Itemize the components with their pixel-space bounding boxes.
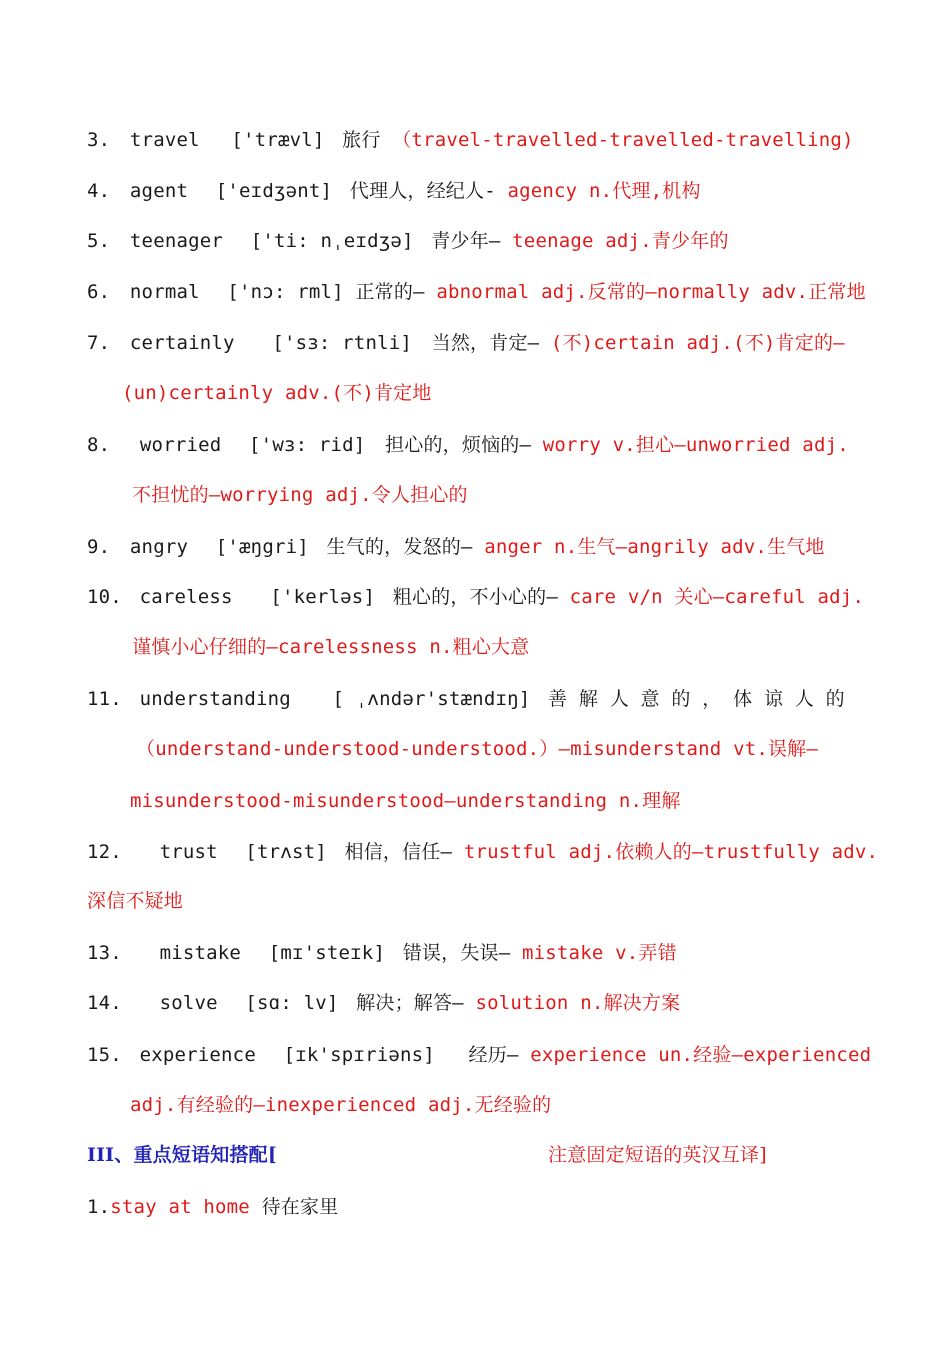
phonetic: ['wɜ: rid] [249,434,366,456]
vocab-item-3 [87,128,854,152]
item-number: 12. [87,841,122,863]
item-number: 15. [87,1044,122,1066]
phonetic: ['nɔ: rml] [227,281,344,303]
phonetic: [ ˌʌndər'stændɪŋ] [332,688,531,710]
phonetic: ['trævl] [231,129,325,151]
derivatives: mistake v.弄错 [522,942,677,964]
word: normal [129,281,200,303]
phrase-number: 1. [87,1196,111,1218]
meaning: 善 解 人 意 的 ， 体 谅 人 的 [548,688,845,710]
item-number: 5. [87,230,111,252]
word: careless [139,586,233,608]
phonetic: ['æŋgri] [215,536,309,558]
word: angry [129,536,189,558]
meaning: 当然，肯定— [431,332,540,354]
derivatives: anger n.生气—angrily adv.生气地 [484,536,825,558]
vocab-item-10-continued: 谨慎小心仔细的—carelessness n.粗心大意 [132,636,530,658]
phonetic: [mɪ'steɪk] [268,942,386,964]
vocab-item-4 [87,179,701,203]
word: mistake [159,942,242,964]
word: understanding [139,688,291,710]
derivatives: (不)certain adj.(不)肯定的— [550,332,845,354]
meaning: 粗心的，不小心的— [392,586,558,608]
derivatives: teenage adj.青少年的 [512,230,729,252]
vocab-item-10 [87,585,864,609]
meaning: 生气的，发怒的— [326,536,473,558]
derivatives: trustful adj.依赖人的—trustfully adv. [463,841,879,863]
word: certainly [129,332,235,354]
vocab-item-11-continued: （understand-understood-understood.）—misunderstand vt.误解— [136,738,819,760]
item-number: 7. [87,332,111,354]
meaning: 错误，失误— [402,942,511,964]
word: travel [129,129,200,151]
derivatives: care v/n 关心—careful adj. [569,586,865,608]
phonetic: ['kerləs] [270,586,376,608]
phrase: stay at home [110,1196,250,1218]
meaning: 解决；解答— [356,992,464,1014]
meaning: 担心的，烦恼的— [385,434,532,456]
item-number: 9. [87,536,111,558]
phonetic: [sɑ: lv] [245,992,339,1014]
vocab-item-7 [87,331,845,355]
meaning: 经历— [468,1044,519,1066]
meaning: 相信，信任— [344,841,453,863]
word: trust [159,841,218,863]
phonetic: [ɪk'spɪriəns] [283,1044,435,1066]
vocab-item-13 [87,941,677,965]
meaning: 代理人，经纪人- [349,180,496,202]
item-number: 13. [87,942,122,964]
word: worried [139,434,222,456]
phrase-item-1 [87,1195,338,1219]
section-heading: III、重点短语知搭配[ [87,1144,278,1166]
meaning: 旅行 [342,129,381,151]
item-number: 14. [87,992,122,1014]
item-number: 4. [87,180,111,202]
derivatives: experience un.经验—experienced [530,1044,872,1066]
phonetic: ['ti: nˌeɪdʒə] [250,230,414,252]
vocab-item-12-continued: 深信不疑地 [87,890,184,912]
derivatives: abnormal adj.反常的—normally adv.正常地 [436,281,866,303]
vocab-item-8-continued: 不担忧的—worrying adj.令人担心的 [132,484,468,506]
meaning: 青少年— [431,230,501,252]
derivatives: （travel-travelled-travelled-travelling) [392,129,854,151]
vocab-item-11-continued-2: misunderstood-misunderstood—understanding n.理解 [130,790,681,812]
derivatives: agency n.代理,机构 [507,180,701,202]
item-number: 3. [87,129,111,151]
word: experience [139,1044,256,1066]
phonetic: ['eɪdʒənt] [215,180,333,202]
item-number: 10. [87,586,122,608]
item-number: 8. [87,434,111,456]
vocab-item-9 [87,535,825,559]
vocab-item-11 [87,687,845,711]
phonetic: [trʌst] [245,841,327,863]
item-number: 6. [87,281,111,303]
word: agent [129,180,189,202]
word: teenager [129,230,224,252]
item-number: 11. [87,688,122,710]
vocab-item-6 [87,280,866,304]
vocab-item-8 [87,433,849,457]
derivatives: solution n.解决方案 [475,992,681,1014]
meaning: 正常的— [355,281,425,303]
vocab-item-12 [87,840,878,864]
phonetic: ['sɜ: rtnli] [272,332,412,354]
section-note: 注意固定短语的英汉互译] [548,1144,767,1166]
phrase-meaning: 待在家里 [261,1196,339,1218]
vocab-item-15-continued: adj.有经验的—inexperienced adj.无经验的 [130,1094,552,1116]
vocab-item-15 [87,1043,871,1067]
word: solve [159,992,218,1014]
derivatives: worry v.担心—unworried adj. [542,434,849,456]
vocab-item-7-continued: (un)certainly adv.(不)肯定地 [122,382,432,404]
vocab-item-14 [87,991,680,1015]
vocab-item-5 [87,229,729,253]
